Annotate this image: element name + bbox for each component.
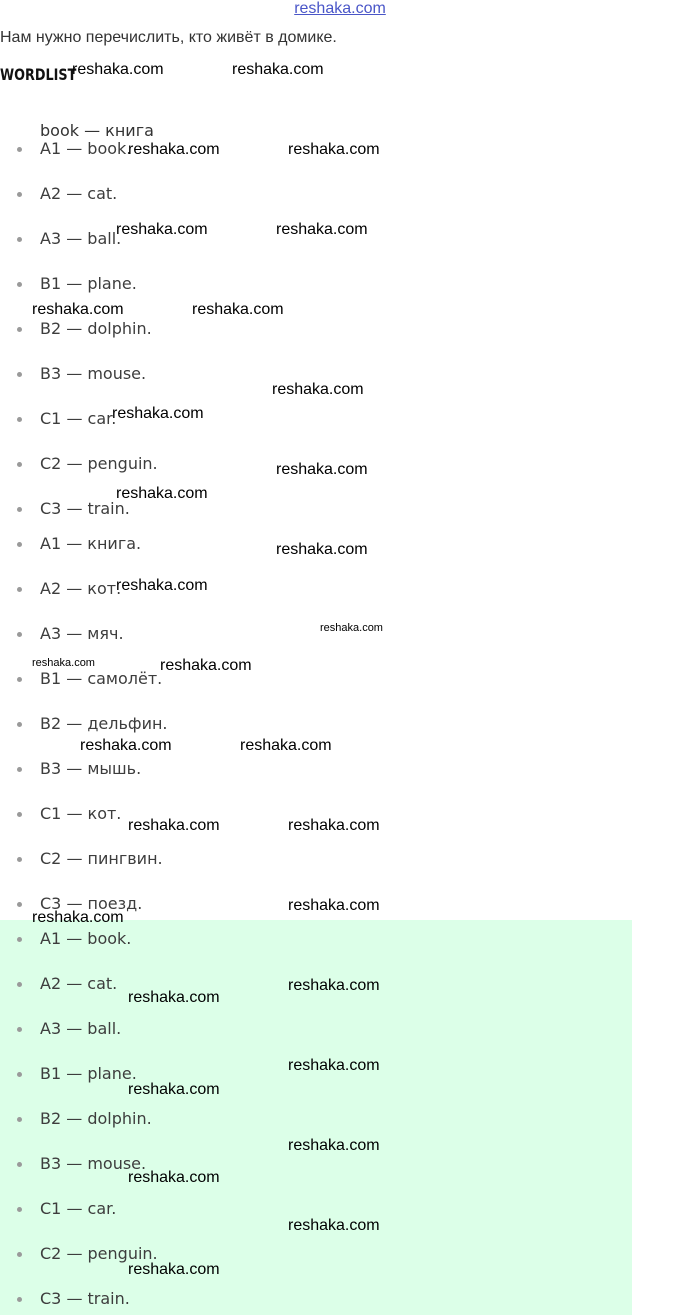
list-item: A1 — book. (0, 138, 600, 162)
bullet (17, 542, 22, 547)
watermark: reshaka.com (72, 61, 164, 78)
list-item: A2 — cat. (0, 183, 600, 207)
watermark: reshaka.com (128, 1081, 220, 1098)
bullet (17, 587, 22, 592)
watermark: reshaka.com (232, 61, 324, 78)
list-item: C3 — train. (0, 1288, 600, 1312)
bullet (17, 902, 22, 907)
watermark: reshaka.com (276, 221, 368, 238)
cut-off-line: book — книга (40, 121, 154, 140)
bullet (17, 237, 22, 242)
bullet (17, 462, 22, 467)
watermark: reshaka.com (112, 405, 204, 422)
wordlist-heading: WORDLIST (0, 65, 77, 84)
list-item: B3 — mouse. (0, 1153, 600, 1177)
site-logo-link[interactable]: reshaka.com (294, 0, 386, 17)
watermark: reshaka.com (276, 541, 368, 558)
list-item: A3 — мяч. (0, 623, 600, 647)
bullet (17, 677, 22, 682)
list-item: A2 — cat. (0, 973, 600, 997)
bullet (17, 767, 22, 772)
watermark: reshaka.com (288, 1057, 380, 1074)
watermark: reshaka.com (32, 909, 124, 926)
watermark: reshaka.com (276, 461, 368, 478)
watermark: reshaka.com (160, 657, 252, 674)
list-item: B2 — дельфин. (0, 713, 600, 737)
bullet (17, 372, 22, 377)
list-item: A3 — ball. (0, 1018, 600, 1042)
watermark: reshaka.com (320, 622, 383, 634)
list-item: B3 — mouse. (0, 363, 600, 387)
list-item: C2 — пингвин. (0, 848, 600, 872)
watermark: reshaka.com (288, 141, 380, 158)
watermark: reshaka.com (288, 1137, 380, 1154)
watermark: reshaka.com (116, 577, 208, 594)
watermark: reshaka.com (272, 381, 364, 398)
bullet (17, 857, 22, 862)
bullet (17, 937, 22, 942)
watermark: reshaka.com (116, 485, 208, 502)
bullet (17, 1297, 22, 1302)
bullet (17, 722, 22, 727)
bullet (17, 1162, 22, 1167)
bullet (17, 1252, 22, 1257)
watermark: reshaka.com (128, 1169, 220, 1186)
watermark: reshaka.com (288, 1217, 380, 1234)
watermark: reshaka.com (32, 301, 124, 318)
list-item: B3 — мышь. (0, 758, 600, 782)
watermark: reshaka.com (288, 897, 380, 914)
list-item: B1 — plane. (0, 1063, 600, 1087)
watermark: reshaka.com (192, 301, 284, 318)
list-item: C1 — car. (0, 1198, 600, 1222)
bullet (17, 812, 22, 817)
bullet (17, 327, 22, 332)
list-item: C2 — penguin. (0, 1243, 600, 1267)
watermark: reshaka.com (128, 141, 220, 158)
list-item: A1 — книга. (0, 533, 600, 557)
watermark: reshaka.com (128, 989, 220, 1006)
bullet (17, 982, 22, 987)
list-item: A2 — кот. (0, 578, 600, 602)
bullet (17, 1027, 22, 1032)
bullet (17, 1207, 22, 1212)
bullet (17, 417, 22, 422)
watermark: reshaka.com (128, 1261, 220, 1278)
list-item: C3 — поезд. (0, 893, 600, 917)
list-item: B2 — dolphin. (0, 318, 600, 342)
list-item: A3 — ball. (0, 228, 600, 252)
watermark: reshaka.com (128, 817, 220, 834)
bullet (17, 192, 22, 197)
bullet (17, 632, 22, 637)
task-text: Нам нужно перечислить, кто живёт в домике. (0, 29, 337, 46)
list-item: C2 — penguin. (0, 453, 600, 477)
bullet (17, 1117, 22, 1122)
bullet (17, 507, 22, 512)
list-item: C3 — train. (0, 498, 600, 522)
watermark: reshaka.com (116, 221, 208, 238)
list-item: B1 — самолёт. (0, 668, 600, 692)
bullet (17, 1072, 22, 1077)
list-item: C1 — кот. (0, 803, 600, 827)
list-item: B2 — dolphin. (0, 1108, 600, 1132)
bullet (17, 282, 22, 287)
list-item: C1 — car. (0, 408, 600, 432)
bullet (17, 147, 22, 152)
watermark: reshaka.com (32, 657, 95, 669)
watermark: reshaka.com (80, 737, 172, 754)
watermark: reshaka.com (240, 737, 332, 754)
watermark: reshaka.com (288, 817, 380, 834)
list-item: A1 — book. (0, 928, 600, 952)
list-item: B1 — plane. (0, 273, 600, 297)
watermark: reshaka.com (288, 977, 380, 994)
